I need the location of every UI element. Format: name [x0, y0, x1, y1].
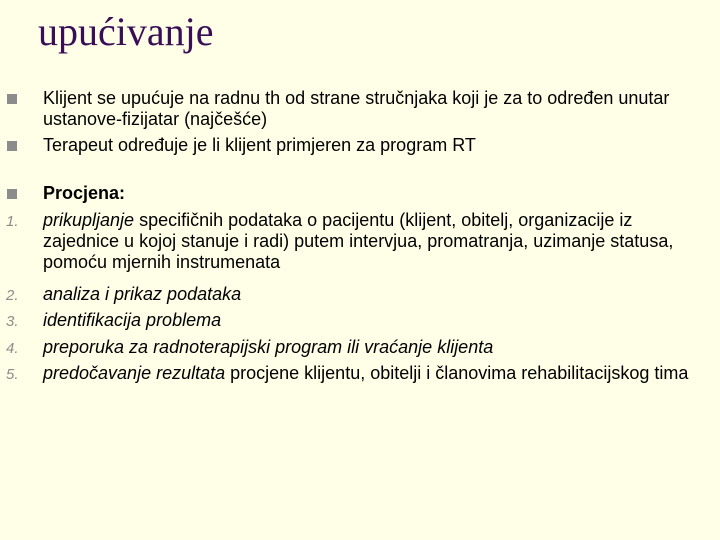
item-text: preporuka za radnoterapijski program ili vraćanje klijenta [43, 337, 494, 357]
item-text: identifikacija problema [43, 310, 222, 330]
bullet-text: Terapeut određuje je li klijent primjeren za program RT [43, 135, 476, 155]
square-bullet-icon [6, 88, 30, 109]
item-text: analiza i prikaz podataka [43, 284, 242, 304]
item-number: 1. [6, 213, 19, 230]
square-bullet-icon [6, 183, 30, 204]
item-number: 2. [6, 287, 19, 304]
bullet-text: Procjena: [43, 183, 126, 203]
item-text: prikupljanje specifičnih podataka o pacijentu (klijent, obitelj, organizacije iz zajednice u kojoj stanuje i radi) putem intervjua, promatranja, uzimanje statusa, pomoću mjernih instrumenata [43, 210, 674, 272]
item-number: 5. [6, 366, 19, 383]
square-bullet-icon [6, 135, 30, 156]
item-number: 4. [6, 340, 19, 357]
item-number: 3. [6, 313, 19, 330]
item-text: predočavanje rezultata procjene klijentu, obitelji i članovima rehabilitacijskog tima [43, 363, 689, 383]
slide-title: upućivanje [38, 9, 214, 54]
bullet-text: Klijent se upućuje na radnu th od strane stručnjaka koji je za to određen unutar ustanove-fizijatar (najčešće) [43, 88, 670, 129]
